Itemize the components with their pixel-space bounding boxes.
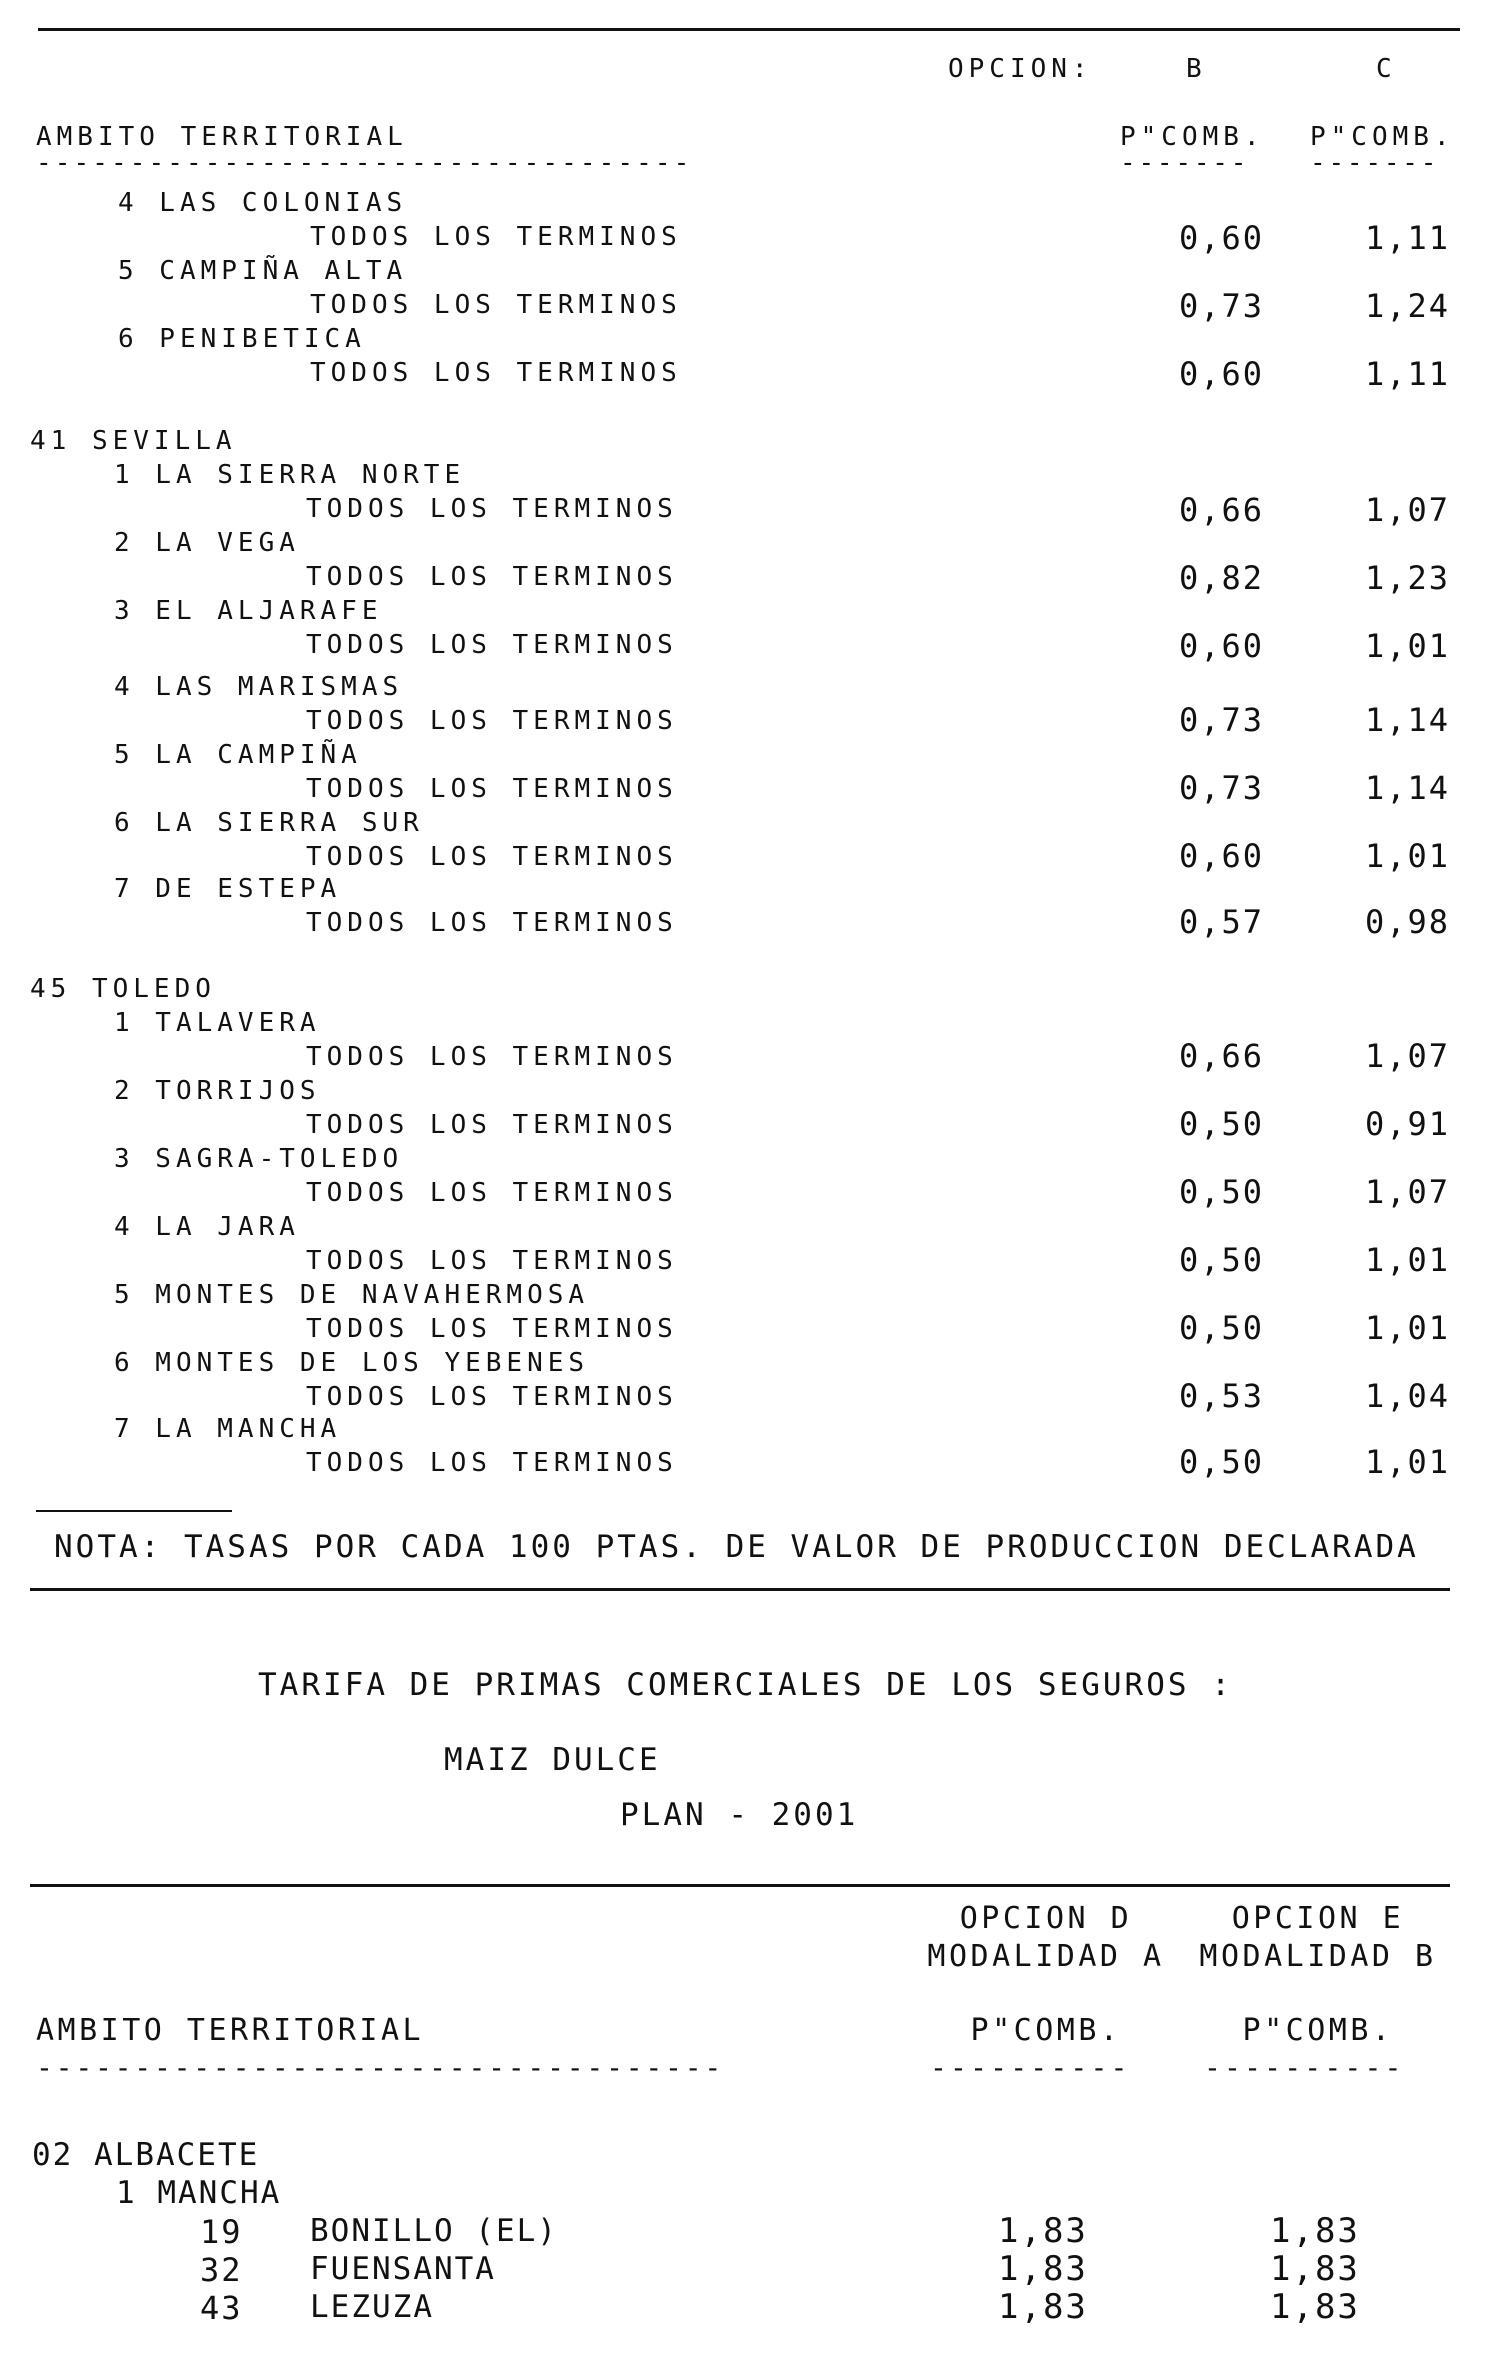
value-c: 1,11	[1364, 355, 1450, 393]
comarca-label: 2 TORRIJOS	[114, 1076, 321, 1106]
value-b: 0,60	[1178, 627, 1264, 665]
sub-d-header: P"COMB.	[970, 2013, 1122, 2048]
note-short-rule	[36, 1510, 232, 1512]
sub-b-header: P"COMB.	[1120, 122, 1265, 152]
sub-d-dashes: ----------	[930, 2051, 1131, 2084]
value-b: 0,60	[1178, 219, 1264, 257]
value-b: 0,50	[1178, 1309, 1264, 1347]
province-label: 41 SEVILLA	[30, 426, 237, 456]
value-c: 0,98	[1364, 903, 1450, 941]
comarca-label: 4 LAS COLONIAS	[118, 188, 408, 218]
term-label: TODOS LOS TERMINOS	[306, 1178, 678, 1208]
term-label: TODOS LOS TERMINOS	[306, 630, 678, 660]
value-b: 0,82	[1178, 559, 1264, 597]
value-b: 0,66	[1178, 1037, 1264, 1075]
comarca-label: 3 EL ALJARAFE	[114, 596, 383, 626]
value-c: 0,91	[1364, 1105, 1450, 1143]
value-c: 1,07	[1364, 491, 1450, 529]
comarca-label: 1 TALAVERA	[114, 1008, 321, 1038]
value-e: 1,83	[1270, 2249, 1360, 2289]
col-e-header-line2: MODALIDAD B	[1199, 1939, 1437, 1974]
term-label: TODOS LOS TERMINOS	[306, 1382, 678, 1412]
term-label: TODOS LOS TERMINOS	[306, 1448, 678, 1478]
term-label: TODOS LOS TERMINOS	[306, 494, 678, 524]
term-label: TODOS LOS TERMINOS	[310, 222, 682, 252]
value-c: 1,14	[1364, 701, 1450, 739]
value-d: 1,83	[998, 2211, 1088, 2251]
value-c: 1,04	[1364, 1377, 1450, 1415]
sub-c-dashes: -------	[1310, 148, 1440, 178]
comarca-label: 6 MONTES DE LOS YEBENES	[114, 1348, 590, 1378]
col-b-header: B	[1186, 54, 1207, 84]
value-c: 1,07	[1364, 1037, 1450, 1075]
opcion-label: OPCION:	[948, 54, 1093, 84]
top-rule	[38, 28, 1460, 31]
ambito-dashes: -----------------------------------	[36, 2051, 725, 2084]
province-label: 45 TOLEDO	[30, 974, 216, 1004]
value-b: 0,73	[1178, 769, 1264, 807]
bottom-table-top-rule	[30, 1884, 1450, 1887]
value-c: 1,11	[1364, 219, 1450, 257]
value-b: 0,53	[1178, 1377, 1264, 1415]
tariff-title: TARIFA DE PRIMAS COMERCIALES DE LOS SEGUROS :	[258, 1667, 1233, 1703]
sub-e-header: P"COMB.	[1242, 2013, 1394, 2048]
term-label: TODOS LOS TERMINOS	[306, 1246, 678, 1276]
term-label: TODOS LOS TERMINOS	[306, 842, 678, 872]
comarca-label: 4 LA JARA	[114, 1212, 300, 1242]
value-b: 0,60	[1178, 355, 1264, 393]
term-label: TODOS LOS TERMINOS	[306, 1314, 678, 1344]
value-c: 1,01	[1364, 1309, 1450, 1347]
term-label: TODOS LOS TERMINOS	[306, 908, 678, 938]
value-b: 0,73	[1178, 701, 1264, 739]
value-b: 0,50	[1178, 1241, 1264, 1279]
municipio-code: 19	[200, 2213, 243, 2251]
comarca-label: 7 DE ESTEPA	[114, 874, 342, 904]
value-c: 1,01	[1364, 1443, 1450, 1481]
value-b: 0,66	[1178, 491, 1264, 529]
tariff-plan: PLAN - 2001	[620, 1797, 859, 1833]
value-c: 1,14	[1364, 769, 1450, 807]
ambito-header: AMBITO TERRITORIAL	[36, 122, 408, 152]
note-text: NOTA: TASAS POR CADA 100 PTAS. DE VALOR DE PRODUCCION DECLARADA	[54, 1529, 1419, 1565]
comarca-label: 6 PENIBETICA	[118, 324, 366, 354]
municipio-name: LEZUZA	[310, 2289, 434, 2325]
term-label: TODOS LOS TERMINOS	[306, 562, 678, 592]
municipio-code: 43	[200, 2289, 243, 2327]
col-e-header-line1: OPCION E	[1231, 1901, 1405, 1936]
ambito-header: AMBITO TERRITORIAL	[36, 2013, 425, 2048]
comarca-label: 5 CAMPIÑA ALTA	[118, 256, 408, 286]
col-c-header: C	[1376, 54, 1397, 84]
term-label: TODOS LOS TERMINOS	[310, 290, 682, 320]
term-label: TODOS LOS TERMINOS	[306, 706, 678, 736]
term-label: TODOS LOS TERMINOS	[306, 1042, 678, 1072]
col-d-header-line2: MODALIDAD A	[927, 1939, 1165, 1974]
municipio-name: BONILLO (EL)	[310, 2213, 558, 2249]
term-label: TODOS LOS TERMINOS	[306, 774, 678, 804]
value-c: 1,01	[1364, 837, 1450, 875]
comarca-label: 1 LA SIERRA NORTE	[114, 460, 466, 490]
comarca-label: 4 LAS MARISMAS	[114, 672, 404, 702]
value-c: 1,24	[1364, 287, 1450, 325]
value-c: 1,23	[1364, 559, 1450, 597]
comarca-label: 2 LA VEGA	[114, 528, 300, 558]
value-b: 0,50	[1178, 1173, 1264, 1211]
value-d: 1,83	[998, 2287, 1088, 2327]
value-b: 0,73	[1178, 287, 1264, 325]
comarca-label: 5 MONTES DE NAVAHERMOSA	[114, 1280, 590, 1310]
value-c: 1,01	[1364, 627, 1450, 665]
value-b: 0,60	[1178, 837, 1264, 875]
col-d-header-line1: OPCION D	[959, 1901, 1133, 1936]
tariff-product: MAIZ DULCE	[444, 1742, 661, 1778]
sub-b-dashes: -------	[1120, 148, 1250, 178]
sub-e-dashes: ----------	[1204, 2051, 1405, 2084]
value-c: 1,01	[1364, 1241, 1450, 1279]
comarca-label: 7 LA MANCHA	[114, 1414, 342, 1444]
value-e: 1,83	[1270, 2287, 1360, 2327]
comarca-label: 1 MANCHA	[116, 2175, 282, 2211]
value-b: 0,50	[1178, 1105, 1264, 1143]
term-label: TODOS LOS TERMINOS	[310, 358, 682, 388]
province-label: 02 ALBACETE	[32, 2137, 260, 2173]
comarca-label: 6 LA SIERRA SUR	[114, 808, 424, 838]
municipio-code: 32	[200, 2251, 243, 2289]
value-d: 1,83	[998, 2249, 1088, 2289]
value-c: 1,07	[1364, 1173, 1450, 1211]
comarca-label: 3 SAGRA-TOLEDO	[114, 1144, 404, 1174]
ambito-dashes: -----------------------------------	[36, 148, 693, 178]
municipio-name: FUENSANTA	[310, 2251, 496, 2287]
note-bottom-rule	[30, 1588, 1450, 1591]
sub-c-header: P"COMB.	[1310, 122, 1455, 152]
value-b: 0,50	[1178, 1443, 1264, 1481]
value-e: 1,83	[1270, 2211, 1360, 2251]
value-b: 0,57	[1178, 903, 1264, 941]
term-label: TODOS LOS TERMINOS	[306, 1110, 678, 1140]
comarca-label: 5 LA CAMPIÑA	[114, 740, 362, 770]
